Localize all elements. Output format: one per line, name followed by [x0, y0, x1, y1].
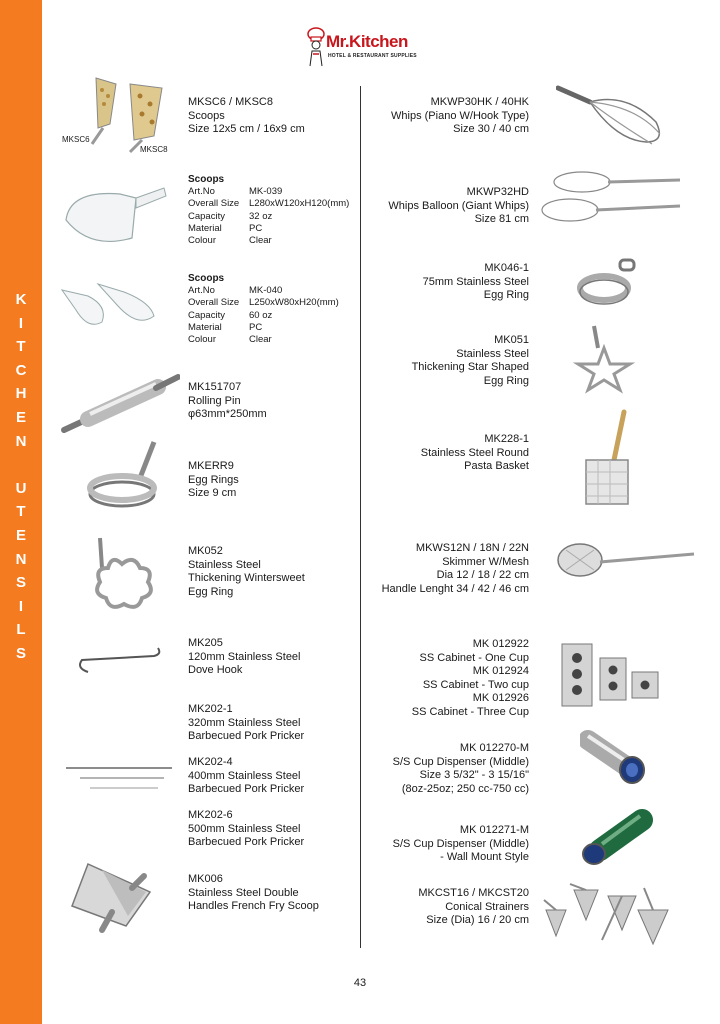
item-mk2021	[188, 703, 304, 744]
dove-hook-photo	[74, 644, 164, 676]
piano-whip-photo	[556, 82, 680, 152]
item-mk051	[412, 334, 529, 388]
item-line: (8oz-25oz; 250 cc-750 cc)	[401, 782, 529, 795]
item-mkcst	[418, 887, 529, 928]
sidebar-letter: C	[15, 361, 27, 379]
spec-value: Clear	[249, 235, 272, 247]
item-line: Thickening Star Shaped	[411, 361, 529, 373]
spec-row	[188, 334, 339, 346]
item-mk0461	[423, 262, 529, 303]
item-name: Whips (Piano W/Hook Type)	[391, 109, 529, 122]
spec-value: PC	[249, 222, 263, 234]
item-mk151707	[188, 381, 267, 422]
item-mk2024	[188, 756, 304, 797]
item-line: Handle Lenght 34 / 42 / 46 cm	[381, 582, 529, 595]
item-line: Egg Ring	[483, 289, 529, 301]
sidebar-band	[0, 0, 42, 1024]
item-line: - Wall Mount Style	[440, 851, 529, 863]
cup-dispenser-photo	[580, 730, 650, 786]
item-mk006	[188, 873, 319, 914]
spec-row	[188, 235, 349, 247]
spec-value: L280xW120xH120(mm)	[249, 198, 350, 210]
item-line: Size 3 5/32" - 3 15/16"	[419, 769, 529, 781]
item-mk2281	[421, 433, 529, 474]
item-code: MK051	[494, 334, 529, 346]
spec-row	[188, 223, 349, 235]
spec-value: PC	[249, 321, 263, 333]
spec-title: Scoops	[188, 273, 225, 284]
item-size: Size 9 cm	[188, 487, 237, 499]
item-mkerr9	[188, 460, 239, 501]
spec-key: Overall Size	[188, 198, 240, 210]
spec-key: Capacity	[188, 309, 225, 321]
pasta-basket-photo	[580, 408, 640, 508]
pork-pricker-photo	[64, 764, 176, 794]
spec-value: 60 oz	[249, 309, 273, 321]
item-line: Egg Ring	[483, 374, 529, 387]
item-name: Whips Balloon (Giant Whips)	[388, 199, 529, 212]
item-line: Dia 12 / 18 / 22 cm	[436, 569, 529, 581]
spec-key: Art.No	[188, 186, 215, 198]
sidebar-letter: K	[15, 291, 27, 308]
item-line: 75mm Stainless Steel	[422, 275, 529, 288]
item-line: 120mm Stainless Steel	[188, 650, 301, 663]
item-size: Size 12x5 cm / 16x9 cm	[188, 123, 305, 135]
brand-name: Mr.Kitchen	[326, 32, 408, 51]
sidebar-letter: T	[16, 338, 26, 356]
item-code: MK 012922	[472, 638, 529, 650]
item-name: Conical Strainers	[445, 900, 529, 913]
item-code: MKWP30HK / 40HK	[430, 96, 529, 108]
spec-title: Scoops	[188, 174, 225, 185]
item-code: MKWS12N / 18N / 22N	[415, 542, 529, 554]
sidebar-letter: L	[16, 621, 26, 639]
item-line: SS Cabinet - Two cup	[422, 678, 529, 691]
item-name: Rolling Pin	[188, 394, 241, 407]
spec-value: L250xW80xH20(mm)	[249, 297, 339, 309]
flower-egg-ring-photo	[90, 534, 160, 614]
item-line: Stainless Steel	[456, 347, 529, 360]
spec-row	[188, 186, 349, 198]
spec-key: Overall Size	[188, 297, 240, 309]
spec-mk039	[188, 174, 349, 247]
spec-value: MK-040	[249, 285, 283, 297]
small-clear-scoops-photo	[58, 280, 168, 340]
item-code: MK202-1	[188, 703, 233, 715]
item-line: Skimmer W/Mesh	[442, 555, 529, 568]
item-code: MK 012270-M	[459, 742, 529, 754]
item-line: Dove Hook	[188, 664, 243, 676]
spec-row	[188, 322, 339, 334]
column-divider	[360, 86, 361, 948]
sidebar-letter: I	[18, 597, 24, 615]
item-code: MKCST16 / MKCST20	[418, 887, 529, 899]
sidebar-letter: N	[15, 432, 27, 450]
item-line: 400mm Stainless Steel	[188, 769, 301, 782]
item-code: MK202-4	[188, 756, 233, 768]
item-line: SS Cabinet - One Cup	[419, 651, 529, 664]
item-code: MK228-1	[484, 433, 529, 445]
spec-row	[188, 211, 349, 223]
item-size: Size 81 cm	[474, 213, 529, 225]
item-line: S/S Cup Dispenser (Middle)	[392, 755, 529, 768]
item-mkws12	[382, 542, 529, 596]
item-line: Thickening Wintersweet	[188, 572, 305, 584]
spec-row	[188, 285, 339, 297]
item-code: MKERR9	[188, 460, 234, 472]
item-mksc	[188, 96, 305, 137]
item-line: Pasta Basket	[464, 460, 529, 472]
sidebar-letter: I	[18, 314, 24, 332]
item-code: MKWP32HD	[466, 186, 529, 198]
item-code: MK 012926	[472, 692, 529, 704]
item-mkwp30	[391, 96, 529, 137]
spec-row	[188, 297, 339, 309]
sidebar-title	[0, 288, 42, 666]
item-mk205	[188, 637, 301, 678]
spec-row	[188, 198, 349, 210]
star-egg-ring-photo	[572, 324, 636, 396]
item-size: Size (Dia) 16 / 20 cm	[426, 914, 529, 926]
item-mk012270	[393, 742, 529, 796]
giant-whips-photo	[540, 166, 682, 226]
skimmer-photo	[556, 540, 698, 586]
sidebar-letter: N	[15, 550, 27, 568]
sidebar-letter: E	[15, 408, 26, 426]
item-line: SS Cabinet - Three Cup	[411, 705, 529, 718]
item-line: Egg Ring	[188, 585, 234, 598]
spec-value: 32 oz	[249, 210, 273, 222]
item-line: Stainless Steel Double	[188, 886, 299, 899]
label-mksc6: MKSC6	[62, 135, 90, 144]
spec-key: Material	[188, 222, 222, 234]
spec-mk040	[188, 273, 339, 346]
item-line: S/S Cup Dispenser (Middle)	[392, 837, 529, 850]
sidebar-letter: E	[15, 526, 26, 544]
item-code: MK 012271-M	[459, 824, 529, 836]
item-code: MK205	[188, 637, 223, 649]
item-mkwp32	[388, 186, 529, 227]
sidebar-letter: H	[15, 385, 27, 403]
item-code: MK006	[188, 873, 223, 885]
item-line: Barbecued Pork Pricker	[188, 836, 305, 848]
item-size: φ63mm*250mm	[188, 408, 267, 420]
rolling-pin-photo	[60, 372, 180, 434]
item-size: Size 30 / 40 cm	[453, 123, 529, 135]
sidebar-letter: S	[15, 644, 26, 662]
spec-key: Art.No	[188, 285, 215, 297]
item-line: 500mm Stainless Steel	[188, 822, 301, 835]
item-line: Handles French Fry Scoop	[188, 900, 319, 912]
item-code: MK052	[188, 545, 223, 557]
item-code: MK 012924	[472, 665, 529, 677]
item-name: Scoops	[188, 109, 225, 122]
item-code: MK046-1	[484, 262, 529, 274]
sidebar-letter: S	[15, 574, 26, 592]
sidebar-letter: U	[15, 479, 27, 497]
spec-key: Colour	[188, 334, 216, 346]
item-code: MKSC6 / MKSC8	[188, 96, 273, 108]
spec-value: MK-039	[249, 186, 283, 198]
page-number: 43	[353, 977, 367, 989]
spec-value: Clear	[249, 334, 272, 346]
item-mk2026	[188, 809, 304, 850]
fry-scoop-photo	[62, 856, 182, 936]
item-line: Stainless Steel	[188, 558, 261, 571]
item-mk012271	[393, 824, 529, 865]
item-name: Egg Rings	[188, 473, 239, 486]
item-line: Stainless Steel Round	[420, 446, 529, 459]
spec-key: Material	[188, 321, 222, 333]
spec-key: Capacity	[188, 210, 225, 222]
clear-scoop-photo	[60, 180, 170, 250]
ss-cabinet-photo	[560, 640, 668, 710]
item-code: MK202-6	[188, 809, 233, 821]
chef-icon	[306, 26, 328, 70]
label-mksc8: MKSC8	[140, 145, 168, 154]
brand-tagline: HOTEL & RESTAURANT SUPPLIES	[328, 53, 417, 59]
item-code: MK151707	[188, 381, 242, 393]
egg-ring-photo	[84, 438, 164, 513]
spec-key: Colour	[188, 235, 216, 247]
item-cabinets	[412, 638, 529, 719]
wall-cup-dispenser-photo	[580, 804, 660, 866]
item-line: Barbecued Pork Pricker	[188, 730, 305, 742]
item-line: Barbecued Pork Pricker	[188, 783, 305, 795]
sidebar-letter: T	[16, 503, 26, 521]
spec-row	[188, 310, 339, 322]
item-line: 320mm Stainless Steel	[188, 716, 301, 729]
item-mk052	[188, 545, 305, 599]
conical-strainers-photo	[540, 880, 672, 946]
round-egg-ring-photo	[576, 258, 640, 306]
brand-logo	[306, 26, 416, 70]
